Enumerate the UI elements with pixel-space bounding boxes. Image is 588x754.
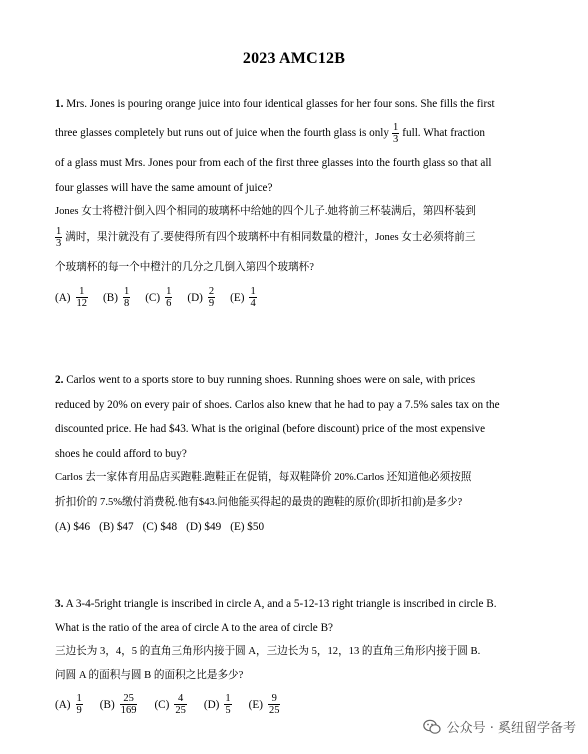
q3-choice-a[interactable]: (A) $\frac{1}{9}$ xyxy=(55,693,82,716)
q2-choice-e[interactable]: (E) $50 xyxy=(230,521,265,533)
q3-line-1: 3. A 3-4-5right triangle is inscribed in circle A, and a 5-12-13 right triangle is inscribed in circle B. xyxy=(55,598,497,610)
q3-zh-line-1: 三边长为 3，4，5 的直角三角形内接于圆 A，三边长为 5，12，13 的直角三角形内接于圆 B. xyxy=(55,646,481,657)
q1-line-4: four glasses will have the same amount of juice? xyxy=(55,182,273,194)
q1-choices xyxy=(55,286,260,309)
q2-choice-c[interactable]: (C) $48 xyxy=(142,521,178,533)
page-title: 2023 AMC12B xyxy=(242,50,346,67)
q3-zh-line-2: 问圆 A 的面积与圆 B 的面积之比是多少? xyxy=(55,670,244,681)
q2-zh-line-2: 折扣价的 7.5%缴付消费税.他有$43.问他能买得起的最贵的跑鞋的原价(即折扣前)是多少? xyxy=(55,497,463,508)
q3-line-2: What is the ratio of the area of circle A to the area of circle B? xyxy=(55,622,333,634)
q2-line-2: reduced by 20% on every pair of shoes. Carlos also knew that he had to pay a 7.5% sales tax on the xyxy=(55,399,500,411)
q3-choice-c[interactable]: (C) $\frac{4}{25}$ xyxy=(154,693,186,716)
q2-line-4: shoes he could afford to buy? xyxy=(55,448,187,460)
q1-text-1: Mrs. Jones is pouring orange juice into four identical glasses for her four sons. She fills the first xyxy=(66,98,495,110)
q1-text-2a: three glasses completely but runs out of juice when the fourth glass is only xyxy=(55,127,390,139)
q2-choice-d[interactable]: (D) $49 xyxy=(186,521,222,533)
q1-zh-line-1: Jones 女士将橙汁倒入四个相同的玻璃杯中给她的四个儿子.她将前三杯装满后，第四杯装到 xyxy=(55,206,476,217)
q1-line-2 xyxy=(55,121,535,145)
q2-choice-b[interactable]: (B) $47 xyxy=(99,521,134,533)
q3-number: 3. xyxy=(55,598,64,610)
q1-zh-line-2: $\frac{1}{3}$ 满时，果汁就没有了.要使得所有四个玻璃杯中有相同数量的橙汁，Jones 女士必须将前三 xyxy=(56,226,476,250)
q3-choice-b[interactable]: (B) $\frac{25}{169}$ xyxy=(99,693,137,716)
q1-number: 1. xyxy=(55,98,64,110)
q1-choice-a[interactable]: (A) $\frac{1}{12}$ xyxy=(55,286,88,309)
q1-choice-d[interactable]: (D) $\frac{2}{9}$ xyxy=(187,286,215,309)
q2-line-3: discounted price. He had $43. What is the original (before discount) price of the most expensive xyxy=(55,423,486,435)
q1-line-3: of a glass must Mrs. Jones pour from each of the first three glasses into the fourth glass so that all xyxy=(55,157,492,169)
watermark xyxy=(423,717,576,736)
q1-text-2b: full. What fraction xyxy=(402,127,486,139)
q1-zh-line-3: 个玻璃杯的每一个中橙汁的几分之几倒入第四个玻璃杯? xyxy=(55,262,314,273)
q1-line-1 xyxy=(55,97,535,111)
q1-fraction: $\frac{1}{3}$ xyxy=(393,121,399,145)
q3-choice-e[interactable]: (E) $\frac{9}{25}$ xyxy=(248,693,280,716)
q1-choice-b[interactable]: (B) $\frac{1}{8}$ xyxy=(103,286,130,309)
wechat-icon xyxy=(423,719,441,735)
q1-choice-c[interactable]: (C) $\frac{1}{6}$ xyxy=(145,286,172,309)
q2-line-1: 2. Carlos went to a sports store to buy running shoes. Running shoes were on sale, with prices xyxy=(55,374,476,386)
q1-zh-fraction: $\frac{1}{3}$ xyxy=(56,226,62,250)
q2-choice-a[interactable]: (A) $46 xyxy=(55,521,91,533)
q3-choices xyxy=(55,693,283,716)
watermark-text: 公众号 · 奚纽留学备考 xyxy=(446,721,576,736)
q3-choice-d[interactable]: (D) $\frac{1}{5}$ xyxy=(203,693,231,716)
q1-choice-e[interactable]: (E) $\frac{1}{4}$ xyxy=(230,286,256,309)
q2-choices xyxy=(55,521,273,533)
q2-number: 2. xyxy=(55,374,64,386)
q2-zh-line-1: Carlos 去一家体育用品店买跑鞋.跑鞋正在促销，每双鞋降价 20%.Carlos 还知道他必须按照 xyxy=(55,472,472,483)
